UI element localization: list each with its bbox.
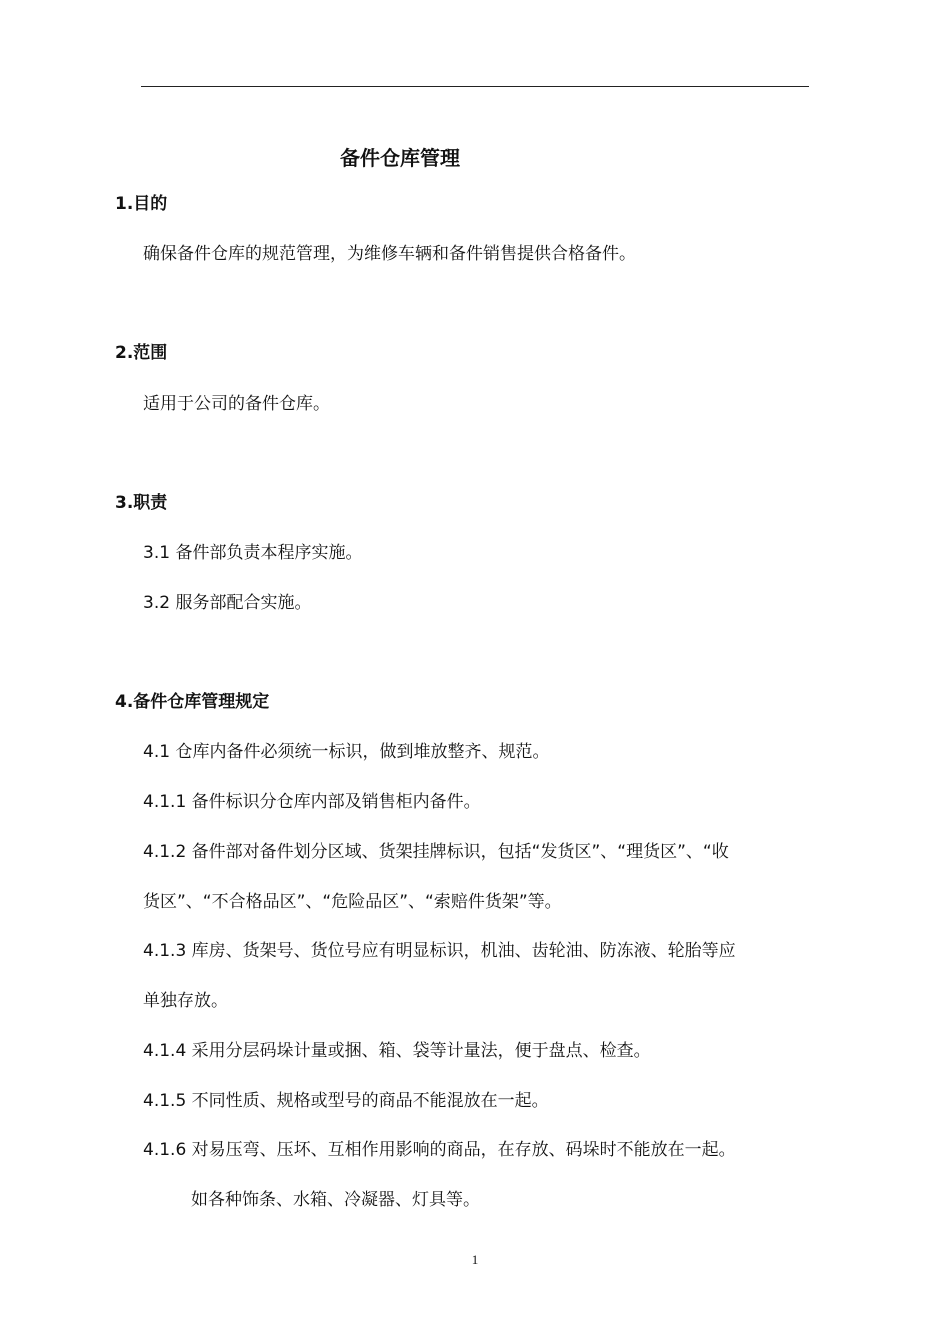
paragraph-4-1-1: 4.1.1 备件标识分仓库内部及销售柜内备件。	[143, 792, 481, 812]
paragraph-4-1-5: 4.1.5 不同性质、规格或型号的商品不能混放在一起。	[143, 1091, 549, 1111]
paragraph-4-1-4: 4.1.4 采用分层码垛计量或捆、箱、袋等计量法，便于盘点、检查。	[143, 1041, 651, 1061]
paragraph-4-1-3-line2: 单独存放。	[143, 991, 228, 1011]
document-title: 备件仓库管理	[340, 146, 460, 170]
paragraph-4-1-6-line1: 4.1.6 对易压弯、压坏、互相作用影响的商品，在存放、码垛时不能放在一起。	[143, 1140, 736, 1160]
paragraph-4-1: 4.1 仓库内备件必须统一标识，做到堆放整齐、规范。	[143, 742, 550, 762]
section-heading-purpose: 1.目的	[115, 194, 168, 214]
paragraph-4-1-2-line2: 货区”、“不合格品区”、“危险品区”、“索赔件货架”等。	[143, 892, 562, 912]
section-heading-responsibility: 3.职责	[115, 493, 168, 513]
paragraph-scope: 适用于公司的备件仓库。	[143, 394, 330, 414]
paragraph-4-1-6-line2: 如各种饰条、水箱、冷凝器、灯具等。	[191, 1190, 480, 1210]
header-rule	[141, 86, 809, 87]
paragraph-4-1-2-line1: 4.1.2 备件部对备件划分区域、货架挂牌标识，包括“发货区”、“理货区”、“收	[143, 842, 729, 862]
paragraph-purpose: 确保备件仓库的规范管理，为维修车辆和备件销售提供合格备件。	[143, 244, 636, 264]
paragraph-3-2: 3.2 服务部配合实施。	[143, 593, 312, 613]
paragraph-4-1-3-line1: 4.1.3 库房、货架号、货位号应有明显标识，机油、齿轮油、防冻液、轮胎等应	[143, 941, 736, 961]
section-heading-regulations: 4.备件仓库管理规定	[115, 692, 270, 712]
page-number: 1	[471, 1252, 479, 1267]
section-heading-scope: 2.范围	[115, 343, 168, 363]
paragraph-3-1: 3.1 备件部负责本程序实施。	[143, 543, 363, 563]
